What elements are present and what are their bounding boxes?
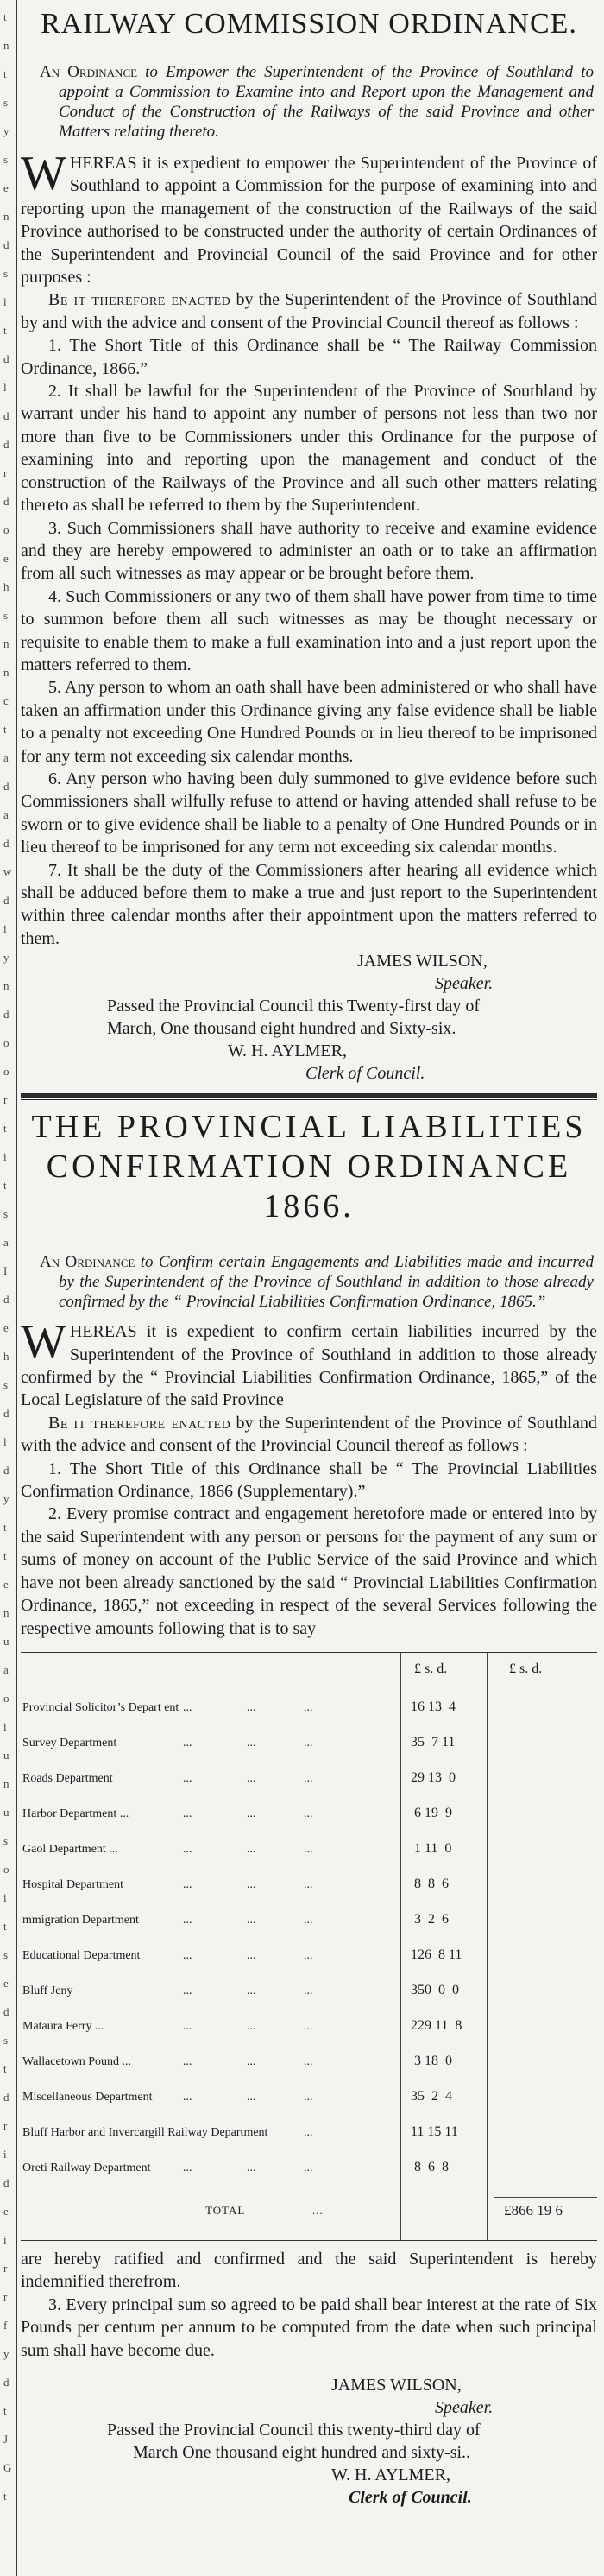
- gutter-letter: u: [3, 1635, 9, 1648]
- total-label: TOTAL: [205, 2203, 246, 2217]
- gutter-letter: d: [3, 438, 9, 451]
- gutter-letter: o: [3, 1863, 9, 1876]
- leader-dots: ...: [183, 2090, 192, 2104]
- column-header-amount: £ s. d.: [414, 1661, 448, 1676]
- leader-dots: ...: [304, 2019, 313, 2033]
- gutter-letter: t: [3, 2490, 7, 2503]
- table-row: [21, 1804, 597, 1835]
- ordinance-title: RAILWAY COMMISSION ORDINANCE.: [41, 8, 577, 40]
- service-name: Bluff Jeny: [22, 1984, 73, 1997]
- service-amount: 126 8 11: [411, 1946, 462, 1962]
- preamble-text: to Confirm certain Engagements and Liabilities made and incurred by the Superintendent of the Province of Southland in addition to those already confirmed by the “ Provincial Liabilities Confirmation Ordinance, 1865.”: [59, 1253, 594, 1312]
- leader-dots: ...: [304, 1736, 313, 1750]
- gutter-letter: s: [3, 2034, 9, 2047]
- leader-dots: ...: [247, 2161, 256, 2174]
- gutter-letter: l: [3, 381, 7, 394]
- leader-dots: ...: [304, 1948, 313, 1962]
- gutter-letter: d: [3, 780, 9, 793]
- gutter-letter: s: [3, 609, 9, 622]
- ordinance-preamble: [40, 62, 597, 142]
- leader-dots: ...: [304, 1807, 313, 1820]
- clause: 6. Any person who having been duly summoned to give evidence before such Commissioners shall wilfully refuse to attend or having attended shall refuse to be sworn or to give evidence shall be liable to a penalty of One Hundred Pounds or in lieu thereof to be imprisoned for any term not exceeding six calendar months.: [21, 769, 597, 858]
- leader-dots: ...: [304, 1913, 313, 1927]
- gutter-letter: i: [3, 1150, 7, 1163]
- ratification-paragraph: are hereby ratified and confirmed and the said Superintendent is hereby indemnified therefrom.: [21, 2249, 597, 2292]
- leader-dots: ...: [183, 2054, 192, 2068]
- total-amount: £866 19 6: [504, 2201, 563, 2218]
- gutter-letter: s: [3, 1207, 9, 1220]
- table-row: [21, 1981, 597, 2012]
- service-name: Miscellaneous Department: [22, 2090, 153, 2104]
- gutter-letter: t: [3, 723, 7, 736]
- clerk-role: Clerk of Council.: [305, 1064, 425, 1084]
- service-amount: 229 11 8: [411, 2017, 462, 2033]
- speaker-name: JAMES WILSON,: [331, 2375, 462, 2395]
- service-amount: 1 11 0: [411, 1840, 452, 1856]
- whereas-text: HEREAS it is expedient to empower the Superintendent of the Province of Southland to appoint a Commission for the purpose of examining into and reporting upon the management of the construction of the Railways of the said Province authorised to be constructed under the authority of certain Ordinances of the Superintendent and Provincial Council of the said Province and for other purposes :: [21, 154, 597, 288]
- gutter-letter: d: [3, 1293, 9, 1306]
- gutter-letter: s: [3, 1378, 9, 1391]
- service-amount: 8 8 6: [411, 1876, 449, 1891]
- gutter-letter: y: [3, 2347, 9, 2360]
- clerk-role: Clerk of Council.: [349, 2487, 472, 2507]
- total-rule: [494, 2197, 597, 2198]
- service-name: Hospital Department: [22, 1877, 124, 1891]
- leader-dots: ...: [247, 1736, 256, 1750]
- gutter-letter: t: [3, 67, 7, 80]
- gutter-letter: u: [3, 1749, 9, 1762]
- service-amount: 35 2 4: [411, 2088, 452, 2104]
- leader-dots: ...: [247, 2090, 256, 2104]
- gutter-letter: i: [3, 1720, 7, 1733]
- whereas-paragraph: [21, 147, 597, 288]
- enact-lead: Be it therefore enacted: [48, 1413, 231, 1433]
- gutter-letter: l: [3, 295, 7, 308]
- speaker-role: Speaker.: [435, 2397, 494, 2417]
- gutter-letter: e: [3, 1977, 9, 1990]
- service-amount: 35 7 11: [411, 1734, 456, 1750]
- gutter-letter: s: [3, 1948, 9, 1961]
- service-name: Bluff Harbor and Invercargill Railway Department: [22, 2125, 268, 2139]
- service-amount: 8 6 8: [411, 2159, 449, 2174]
- gutter-letter: i: [3, 1891, 7, 1904]
- gutter-letter: a: [3, 808, 9, 821]
- service-amount: 6 19 9: [411, 1805, 452, 1820]
- gutter-letter: t: [3, 1521, 7, 1534]
- gutter-letter: t: [3, 1920, 7, 1933]
- clerk-name: W. H. AYLMER,: [331, 2465, 450, 2484]
- drop-cap: W: [21, 1315, 66, 1370]
- speaker-role: Speaker.: [435, 974, 494, 994]
- enacting-clause: [21, 1412, 597, 1458]
- gutter-letter: n: [3, 666, 9, 679]
- gutter-letter: d: [3, 352, 9, 365]
- gutter-letter: d: [3, 2176, 9, 2189]
- gutter-letter: c: [3, 694, 9, 707]
- gutter-letter: o: [3, 1036, 9, 1049]
- ordinance-title-line2: CONFIRMATION ORDINANCE 1866.: [46, 1149, 572, 1225]
- leader-dots: ...: [304, 1771, 313, 1785]
- gutter-letter: e: [3, 181, 9, 194]
- table-row: [21, 2123, 597, 2154]
- gutter-letter: e: [3, 552, 9, 565]
- service-amount: 350 0 0: [411, 1982, 459, 1997]
- leader-dots: ...: [183, 1771, 192, 1785]
- liabilities-table: [21, 1652, 597, 2241]
- gutter-letter: h: [3, 1350, 9, 1363]
- service-name: Oreti Railway Department: [22, 2161, 151, 2174]
- leader-dots: ...: [247, 1807, 256, 1820]
- leader-dots: ...: [183, 1700, 192, 1714]
- gutter-letter: t: [3, 2062, 7, 2075]
- table-row: [21, 1839, 597, 1870]
- leader-dots: ...: [183, 1984, 192, 1997]
- table-row: [21, 2158, 597, 2189]
- gutter-letter: f: [3, 2319, 8, 2332]
- gutter-letter: w: [3, 865, 12, 878]
- total-dots: ...: [312, 2203, 324, 2217]
- gutter-letter: I: [3, 1264, 8, 1277]
- clause: 1. The Short Title of this Ordinance shall be “ The Railway Commission Ordinance, 1866.”: [21, 336, 597, 378]
- leader-dots: ...: [183, 2161, 192, 2174]
- leader-dots: ...: [304, 1877, 313, 1891]
- table-row: [21, 1910, 597, 1941]
- table-row: [21, 2087, 597, 2118]
- gutter-letter: r: [3, 2262, 8, 2275]
- clause: 4. Such Commissioners or any two of them shall have power from time to time to summon before them all such witnesses as may be thought necessary or requisite to enable them to make a full examination into and a just report upon the matters referred to them.: [21, 586, 597, 674]
- service-amount: 11 15 11: [411, 2123, 458, 2139]
- clause: 3. Such Commissioners shall have authority to receive and examine evidence and they are hereby empowered to administer an oath or to take an affirmation from all such witnesses as may appear or be brought before them.: [21, 518, 597, 584]
- ordinance-title-line1: THE PROVINCIAL LIABILITIES: [31, 1109, 587, 1146]
- leader-dots: ...: [304, 1984, 313, 1997]
- gutter-letter: s: [3, 1834, 9, 1847]
- service-amount: 16 13 4: [411, 1699, 456, 1714]
- gutter-letter: d: [3, 1407, 9, 1420]
- gutter-letter: l: [3, 1435, 7, 1448]
- article-column: [21, 0, 597, 2509]
- gutter-letter: t: [3, 324, 7, 337]
- leader-dots: ...: [183, 1807, 192, 1820]
- leader-dots: ...: [183, 1736, 192, 1750]
- leader-dots: ...: [304, 2090, 313, 2104]
- gutter-letter: i: [3, 2148, 7, 2161]
- gutter-letter: r: [3, 466, 8, 479]
- service-amount: 3 2 6: [411, 1911, 449, 1927]
- gutter-letter: d: [3, 495, 9, 508]
- table-row: [21, 1698, 597, 1729]
- preamble-lead: An Ordinance: [40, 1253, 135, 1272]
- gutter-letter: a: [3, 1663, 9, 1676]
- speaker-name: JAMES WILSON,: [357, 952, 488, 972]
- gutter-letter: d: [3, 837, 9, 850]
- leader-dots: ...: [183, 1948, 192, 1962]
- gutter-letter: d: [3, 409, 9, 422]
- gutter-letter: s: [3, 96, 9, 109]
- passed-line: Passed the Provincial Council this twenty-third day of: [107, 2420, 481, 2440]
- gutter-letter: y: [3, 124, 9, 137]
- enact-text: by the Superintendent of the Province of Southland with the advice and consent of the Provincial Council thereof as follows :: [21, 1413, 597, 1456]
- gutter-letter: n: [3, 39, 9, 52]
- leader-dots: ...: [247, 2054, 256, 2068]
- gutter-letter: r: [3, 2290, 8, 2303]
- gutter-letter: n: [3, 210, 9, 223]
- enact-lead: Be it therefore enacted: [48, 290, 231, 310]
- gutter-letter: n: [3, 1606, 9, 1619]
- clause: 3. Every principal sum so agreed to be paid shall bear interest at the rate of Six Pounds per centum per annum to be computed from the date when such principal sum shall have become due.: [21, 2294, 597, 2360]
- leader-dots: ...: [247, 1771, 256, 1785]
- gutter-letter: d: [3, 2005, 9, 2018]
- gutter-letter: e: [3, 1578, 9, 1591]
- service-name: Harbor Department ...: [22, 1807, 129, 1820]
- service-name: Gaol Department ...: [22, 1842, 118, 1856]
- leader-dots: ...: [304, 2054, 313, 2068]
- table-row: [21, 1733, 597, 1764]
- clause: 1. The Short Title of this Ordinance shall be “ The Provincial Liabilities Confirmation Ordinance, 1866 (Supplementary).”: [21, 1459, 597, 1502]
- service-name: Mataura Ferry ...: [22, 2019, 104, 2033]
- gutter-letter: d: [3, 894, 9, 907]
- section-divider-thin: [21, 1099, 597, 1100]
- table-total-row: [21, 2197, 597, 2231]
- gutter-letter: r: [3, 1093, 8, 1106]
- gutter-letter: s: [3, 153, 9, 166]
- table-row: [21, 2052, 597, 2083]
- section-divider: [21, 1093, 597, 1098]
- service-amount: 29 13 0: [411, 1769, 456, 1785]
- gutter-letter: r: [3, 2119, 8, 2132]
- preamble-lead: An Ordinance: [40, 63, 138, 81]
- clause: 5. Any person to whom an oath shall have been administered or who shall have taken an affirmation under this Ordinance giving any false evidence shall be liable to a penalty not exceeding One Hundred Pounds or in lieu thereof to be imprisoned for any term not exceeding six calendar months.: [21, 678, 597, 766]
- gutter-letter: t: [3, 1179, 7, 1192]
- gutter-letter: o: [3, 1065, 9, 1078]
- enacting-clause: [21, 288, 597, 334]
- leader-dots: ...: [247, 1842, 256, 1856]
- signature-block: [21, 2374, 597, 2509]
- gutter-letter: t: [3, 1549, 7, 1562]
- service-amount: 3 18 0: [411, 2053, 452, 2068]
- gutter-letter: a: [3, 751, 9, 764]
- leader-dots: ...: [247, 2019, 256, 2033]
- gutter-letter: o: [3, 523, 9, 536]
- preamble-text: to Empower the Superintendent of the Province of Southland to appoint a Commission to Examine into and Report upon the Management and Conduct of the Construction of the Railways of the said Province and other Matters relating thereto.: [59, 63, 595, 141]
- service-name: Survey Department: [22, 1736, 117, 1750]
- service-name: Educational Department: [22, 1948, 141, 1962]
- gutter-letter: d: [3, 238, 9, 251]
- gutter-letter: t: [3, 2404, 7, 2417]
- gutter-letter: e: [3, 2205, 9, 2218]
- gutter-letter: y: [3, 1492, 9, 1505]
- leader-dots: ...: [247, 1984, 256, 1997]
- clerk-name: W. H. AYLMER,: [228, 1041, 347, 1061]
- gutter-letter: d: [3, 1008, 9, 1021]
- passed-date: March One thousand eight hundred and sixty-si..: [133, 2442, 471, 2462]
- signature-block: [21, 950, 597, 1085]
- table-row: [21, 1769, 597, 1800]
- gutter-letter: n: [3, 637, 9, 650]
- service-name: mmigration Department: [22, 1913, 139, 1927]
- leader-dots: ...: [247, 1877, 256, 1891]
- leader-dots: ...: [183, 1913, 192, 1927]
- enact-text: by the Superintendent of the Province of Southland by and with the advice and consent of the Provincial Council thereof as follows :: [21, 290, 597, 332]
- gutter-letter: d: [3, 1464, 9, 1477]
- column-header-total: £ s. d.: [509, 1661, 543, 1676]
- clause: 7. It shall be the duty of the Commissioners after hearing all evidence which shall be adduced before them to make a true and just report to the Superintendent within three calendar months after their appointment upon the matters referred to them.: [21, 860, 597, 948]
- table-row: [21, 2016, 597, 2048]
- table-row: [21, 1946, 597, 1977]
- leader-dots: ...: [183, 1877, 192, 1891]
- gutter-letter: n: [3, 1777, 9, 1790]
- leader-dots: ...: [304, 2161, 313, 2174]
- whereas-paragraph: [21, 1315, 597, 1412]
- service-name: Roads Department: [22, 1771, 113, 1785]
- service-name: Provincial Solicitor’s Depart ent: [22, 1700, 179, 1714]
- gutter-letter: J: [3, 2433, 9, 2446]
- left-column-gutter: [0, 0, 17, 2576]
- gutter-letter: d: [3, 2091, 9, 2104]
- gutter-letter: t: [3, 1122, 7, 1135]
- gutter-letter: s: [3, 267, 9, 280]
- leader-dots: ...: [183, 1842, 192, 1856]
- clause: 2. It shall be lawful for the Superintendent of the Province of Southland by warrant under his hand to appoint any number of persons not less than two nor more than five to be Commissioners under this Ordinance for the purpose of examining into and reporting upon the management and conduct of the construction of the Railways of the Province and all such other matters relating thereto as shall be referred to them by the Superintendent.: [21, 382, 597, 516]
- gutter-letter: y: [3, 951, 9, 964]
- leader-dots: ...: [304, 1700, 313, 1714]
- passed-date: March, One thousand eight hundred and Sixty-six.: [107, 1019, 456, 1039]
- gutter-letter: e: [3, 1321, 9, 1334]
- ordinance-preamble: [40, 1252, 597, 1312]
- drop-cap: W: [21, 147, 66, 200]
- gutter-letter: o: [3, 1692, 9, 1705]
- gutter-letter: i: [3, 2233, 7, 2246]
- whereas-text: HEREAS it is expedient to confirm certain liabilities incurred by the Superintendent of the Province of Southland in addition to those already confirmed by the “ Provincial Liabilities Confirmation Ordinance, 1865,” of the Local Legislature of the said Province: [21, 1322, 597, 1410]
- gutter-letter: G: [3, 2461, 12, 2474]
- leader-dots: ...: [304, 1842, 313, 1856]
- gutter-letter: i: [3, 922, 7, 935]
- leader-dots: ...: [247, 1913, 256, 1927]
- gutter-letter: u: [3, 1806, 9, 1819]
- service-name: Wallacetown Pound ...: [22, 2054, 132, 2068]
- gutter-letter: a: [3, 1236, 9, 1249]
- gutter-letter: n: [3, 979, 9, 992]
- leader-dots: ...: [183, 2019, 192, 2033]
- leader-dots: ...: [247, 1700, 256, 1714]
- gutter-letter: h: [3, 580, 9, 593]
- gutter-letter: t: [3, 10, 7, 23]
- table-row: [21, 1875, 597, 1906]
- passed-line: Passed the Provincial Council this Twenty-first day of: [107, 997, 481, 1016]
- clause: 2. Every promise contract and engagement heretofore made or entered into by the said Superintendent with any person or persons for the payment of any sum or sums of money on account of the Public Service of the said Province and which have not been already sanctioned by the said “ Provincial Liabilities Confirmation Ordinance, 1865,” not exceeding in respect of the several Services following the respective amounts following that is to say—: [21, 1504, 597, 1638]
- gutter-letter: d: [3, 2376, 9, 2389]
- leader-dots: ...: [304, 2125, 313, 2139]
- leader-dots: ...: [247, 1948, 256, 1962]
